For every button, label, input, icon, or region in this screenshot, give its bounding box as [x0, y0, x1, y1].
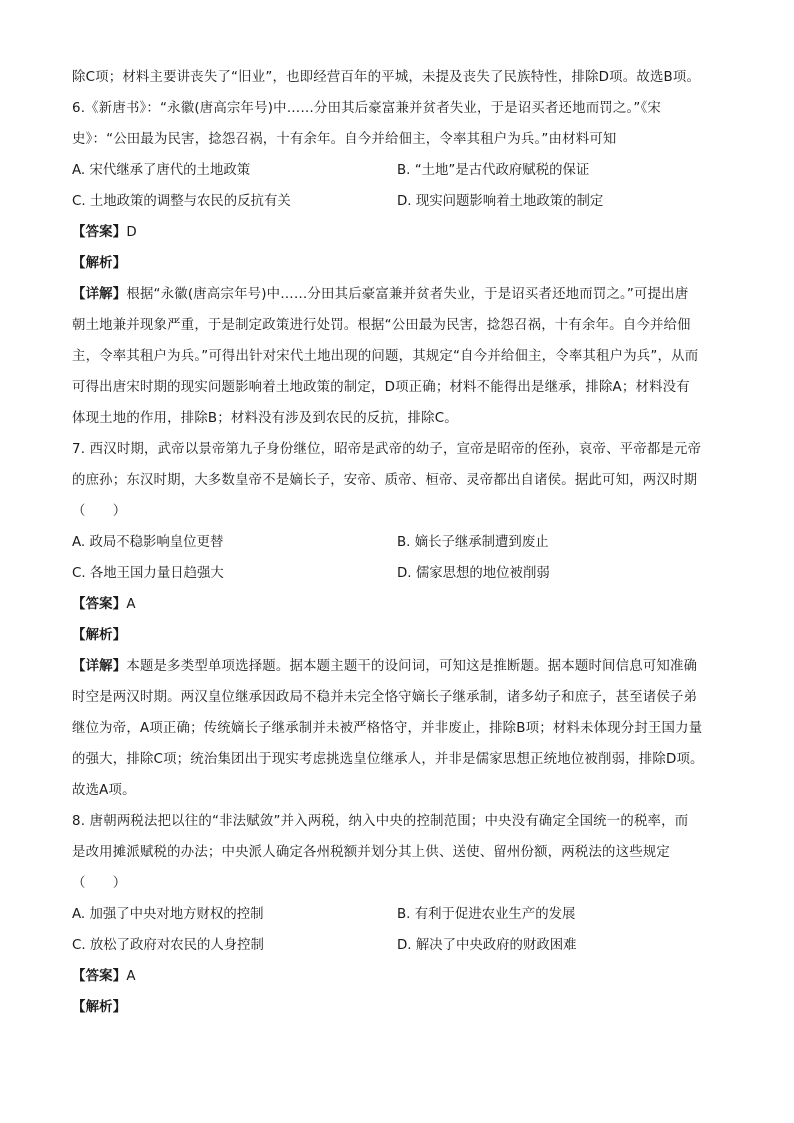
question-6-detail-line-5: 体现土地的作用，排除B；材料没有涉及到农民的反抗，排除C。	[72, 411, 458, 426]
question-8-option-a: A. 加强了中央对地方财权的控制	[72, 907, 264, 922]
question-7-detail-line-2: 时空是两汉时期。两汉皇位继承因政局不稳并未完全恪守嫡长子继承制，诸多幼子和庶子，甚至诸侯子弟	[72, 690, 698, 705]
question-6-analysis-heading	[72, 248, 732, 279]
question-6-detail-line-1	[72, 279, 732, 310]
question-6-options-row-1	[72, 155, 732, 186]
question-7-options-row-1	[72, 527, 732, 558]
detail-tag: 【详解】	[72, 659, 127, 674]
question-7-options-row-2	[72, 558, 732, 589]
question-7-option-b: B. 嫡长子继承制遭到废止	[397, 535, 549, 550]
document-body	[72, 62, 732, 1023]
detail-text: 根据“永徽(唐高宗年号)中……分田其后豪富兼并贫者失业，于是诏买者还地而罚之。”可提出唐	[126, 287, 689, 302]
answer-tag: 【答案】	[72, 225, 127, 240]
question-6-option-d: D. 现实问题影响着土地政策的制定	[397, 194, 604, 209]
detail-tag: 【详解】	[72, 287, 127, 302]
question-6-stem-line-2: 史》：“公田最为民害，捻怨召祸，十有余年。自今并给佃主，令率其租户为兵。”由材料可知	[72, 132, 617, 147]
question-7-option-a: A. 政局不稳影响皇位更替	[72, 535, 224, 550]
question-8-options-row-2	[72, 930, 732, 961]
question-8-answer	[72, 961, 732, 992]
analysis-tag: 【解析】	[72, 1000, 127, 1015]
question-7-stem-line-1: 7. 西汉时期，武帝以景帝第九子身份继位，昭帝是武帝的幼子，宣帝是昭帝的侄孙，哀帝、平帝都是元帝	[72, 442, 702, 457]
question-7-option-c: C. 各地王国力量日趋强大	[72, 566, 224, 581]
analysis-tag: 【解析】	[72, 628, 127, 643]
answer-value: A	[126, 969, 136, 984]
question-6-option-b: B. “土地”是古代政府赋税的保证	[397, 163, 590, 178]
detail-text: 本题是多类型单项选择题。据本题主题干的设问词，可知这是推断题。据本题时间信息可知准确	[126, 659, 698, 674]
question-7-detail-line-5: 故选A项。	[72, 783, 136, 798]
question-7-detail-line-4: 的强大，排除C项；统治集团出于现实考虑挑选皇位继承人，并非是儒家思想正统地位被削弱，排除D项。	[72, 752, 704, 767]
question-6-detail-line-3: 主，令率其租户为兵。”可得出针对宋代土地出现的问题，其规定“自今并给佃主，令率其租户为兵”，从而	[72, 349, 699, 364]
question-7-analysis-heading	[72, 620, 732, 651]
question-7-paren: （ ）	[72, 504, 127, 519]
question-7-detail-line-3: 继位为帝，A项正确；传统嫡长子继承制并未被严格恪守，并非废止，排除B项；材料未体现分封王国力量	[72, 721, 703, 736]
question-7-detail-line-1	[72, 651, 732, 682]
question-8-options-row-1	[72, 899, 732, 930]
question-8-option-d: D. 解决了中央政府的财政困难	[397, 938, 577, 953]
answer-tag: 【答案】	[72, 969, 127, 984]
text-line: 除C项；材料主要讲丧失了“旧业”，也即经营百年的平城，未提及丧失了民族特性，排除D项。故选B项。	[72, 70, 701, 85]
question-7-option-d: D. 儒家思想的地位被削弱	[397, 566, 550, 581]
answer-tag: 【答案】	[72, 597, 127, 612]
question-8-paren: （ ）	[72, 876, 127, 891]
question-8-option-b: B. 有利于促进农业生产的发展	[397, 907, 576, 922]
answer-value: D	[126, 225, 137, 240]
question-8-option-c: C. 放松了政府对农民的人身控制	[72, 938, 264, 953]
question-7-answer	[72, 589, 732, 620]
answer-value: A	[126, 597, 136, 612]
question-6-options-row-2	[72, 186, 732, 217]
question-8-stem-line-1: 8. 唐朝两税法把以往的“非法赋敛”并入两税，纳入中央的控制范围；中央没有确定全国统一的税率，而	[72, 814, 689, 829]
question-6-detail-line-2: 朝土地兼并现象严重，于是制定政策进行处罚。根据“公田最为民害，捻怨召祸，十有余年。自今并给佃	[72, 318, 691, 333]
analysis-tag: 【解析】	[72, 256, 127, 271]
question-7-stem-line-2: 的庶孙；东汉时期，大多数皇帝不是嫡长子，安帝、质帝、桓帝、灵帝都出自诸侯。据此可知，两汉时期	[72, 473, 698, 488]
question-8-stem-line-2: 是改用摊派赋税的办法；中央派人确定各州税额并划分其上供、送使、留州份额，两税法的这些规定	[72, 845, 670, 860]
question-6-stem-line-1: 6.《新唐书》：“永徽(唐高宗年号)中……分田其后豪富兼并贫者失业，于是诏买者还地而罚之。”《宋	[72, 101, 662, 116]
question-6-option-c: C. 土地政策的调整与农民的反抗有关	[72, 194, 291, 209]
question-6-option-a: A. 宋代继承了唐代的土地政策	[72, 163, 251, 178]
question-6-answer	[72, 217, 732, 248]
question-8-analysis-heading	[72, 992, 732, 1023]
question-6-detail-line-4: 可得出唐宋时期的现实问题影响着土地政策的制定，D项正确；材料不能得出是继承，排除A；材料没有	[72, 380, 690, 395]
